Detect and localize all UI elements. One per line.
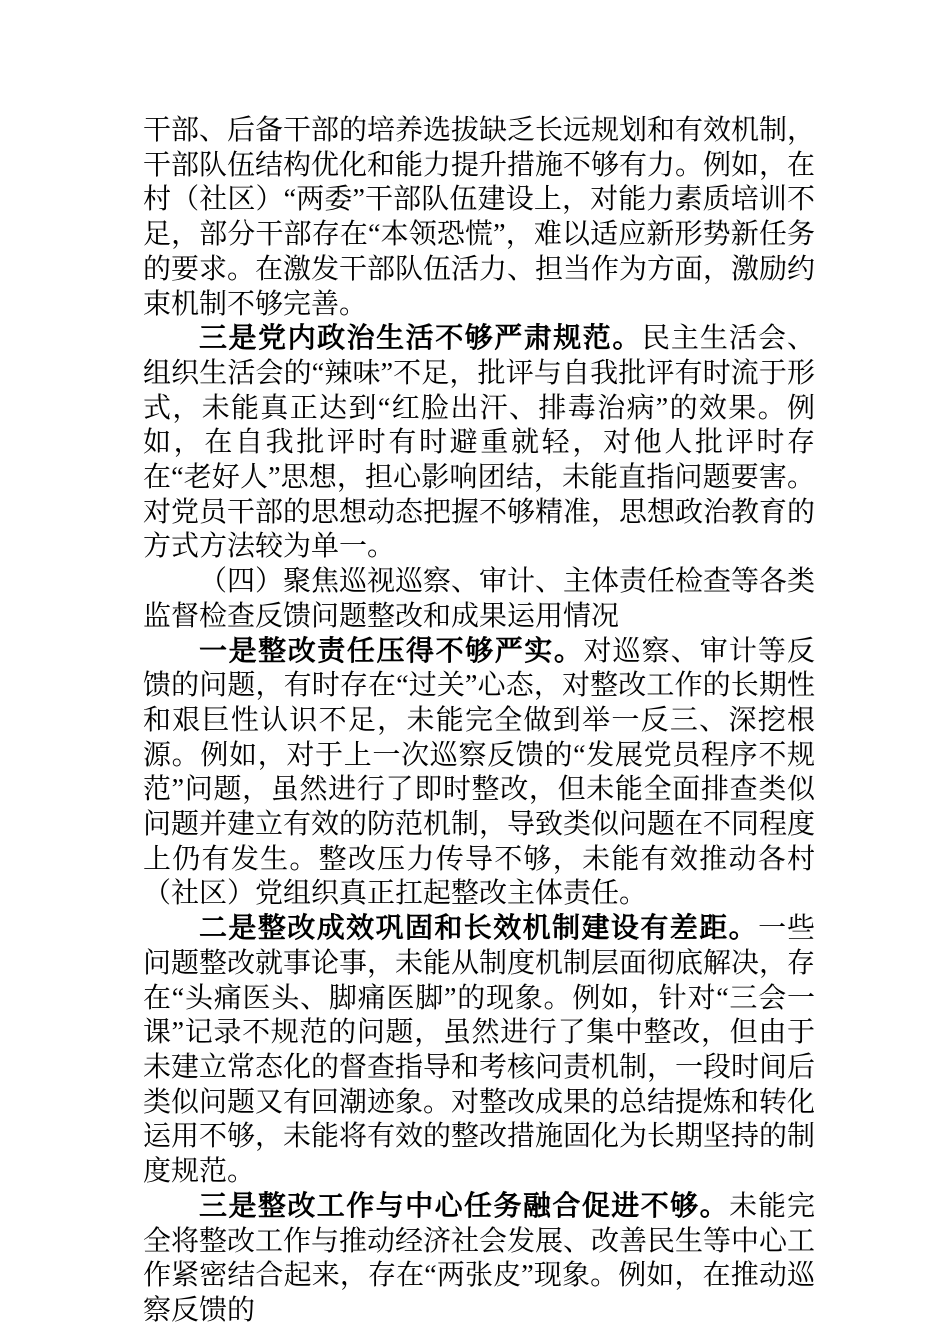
paragraph-point-three-central-tasks — [143, 1190, 815, 1329]
paragraph-body-text: 对巡察、审计等反馈的问题，有时存在“过关”心态，对整改工作的长期性和艰巨性认识不足，未能完全做到举一反三、深挖根源。例如，对于上一次巡察反馈的“发展党员程序不规范”问题，虽然进行了即时整改，但未能全面排查类似问题并建立有效的防范机制，导致类似问题在不同程度上仍有发生。整改压力传导不够，未能有效推动各村（社区）党组织真正扛起整改主体责任。 — [143, 635, 816, 910]
paragraph-body-text: 民主生活会、组织生活会的“辣味”不足，批评与自我批评有时流于形式，未能真正达到“红脸出汗、排毒治病”的效果。例如，在自我批评时有时避重就轻，对他人批评时存在“老好人”思想，担心影响团结，未能直指问题要害。对党员干部的思想动态把握不够精准，思想政治教育的方式方法较为单一。 — [143, 323, 816, 563]
section-heading-text: （四）聚焦巡视巡察、审计、主体责任检查等各类监督检查反馈问题整改和成果运用情况 — [143, 566, 816, 632]
paragraph-bold-lead: 三是党内政治生活不够严肃规范。 — [199, 323, 642, 355]
paragraph-point-three-political-life — [143, 322, 815, 565]
paragraph-point-two-longterm-mechanism — [143, 912, 815, 1190]
paragraph-body-text: 未能完全将整改工作与推动经济社会发展、改善民生等中心工作紧密结合起来，存在“两张皮”现象。例如，在推动巡察反馈的 — [143, 1190, 816, 1326]
document-page — [143, 114, 815, 1329]
paragraph-bold-lead: 一是整改责任压得不够严实。 — [199, 635, 584, 667]
paragraph-body-text: 干部、后备干部的培养选拔缺乏长远规划和有效机制，干部队伍结构优化和能力提升措施不够有力。例如，在村（社区）“两委”干部队伍建设上，对能力素质培训不足，部分干部存在“本领恐慌”，难以适应新形势新任务的要求。在激发干部队伍活力、担当作为方面，激励约束机制不够完善。 — [143, 115, 816, 320]
paragraph-body-text: 一些问题整改就事论事，未能从制度机制层面彻底解决，存在“头痛医头、脚痛医脚”的现象。例如，针对“三会一课”记录不规范的问题，虽然进行了集中整改，但由于未建立常态化的督查指导和考核问责机制，一段时间后类似问题又有回潮迹象。对整改成果的总结提炼和转化运用不够，未能将有效的整改措施固化为长期坚持的制度规范。 — [143, 913, 816, 1188]
paragraph-point-one-rectification-responsibility — [143, 635, 815, 913]
section-heading-four — [143, 565, 815, 634]
paragraph-cadre-training-continuation — [143, 114, 815, 322]
paragraph-bold-lead: 三是整改工作与中心任务融合促进不够。 — [199, 1190, 730, 1222]
paragraph-bold-lead: 二是整改成效巩固和长效机制建设有差距。 — [199, 913, 759, 945]
